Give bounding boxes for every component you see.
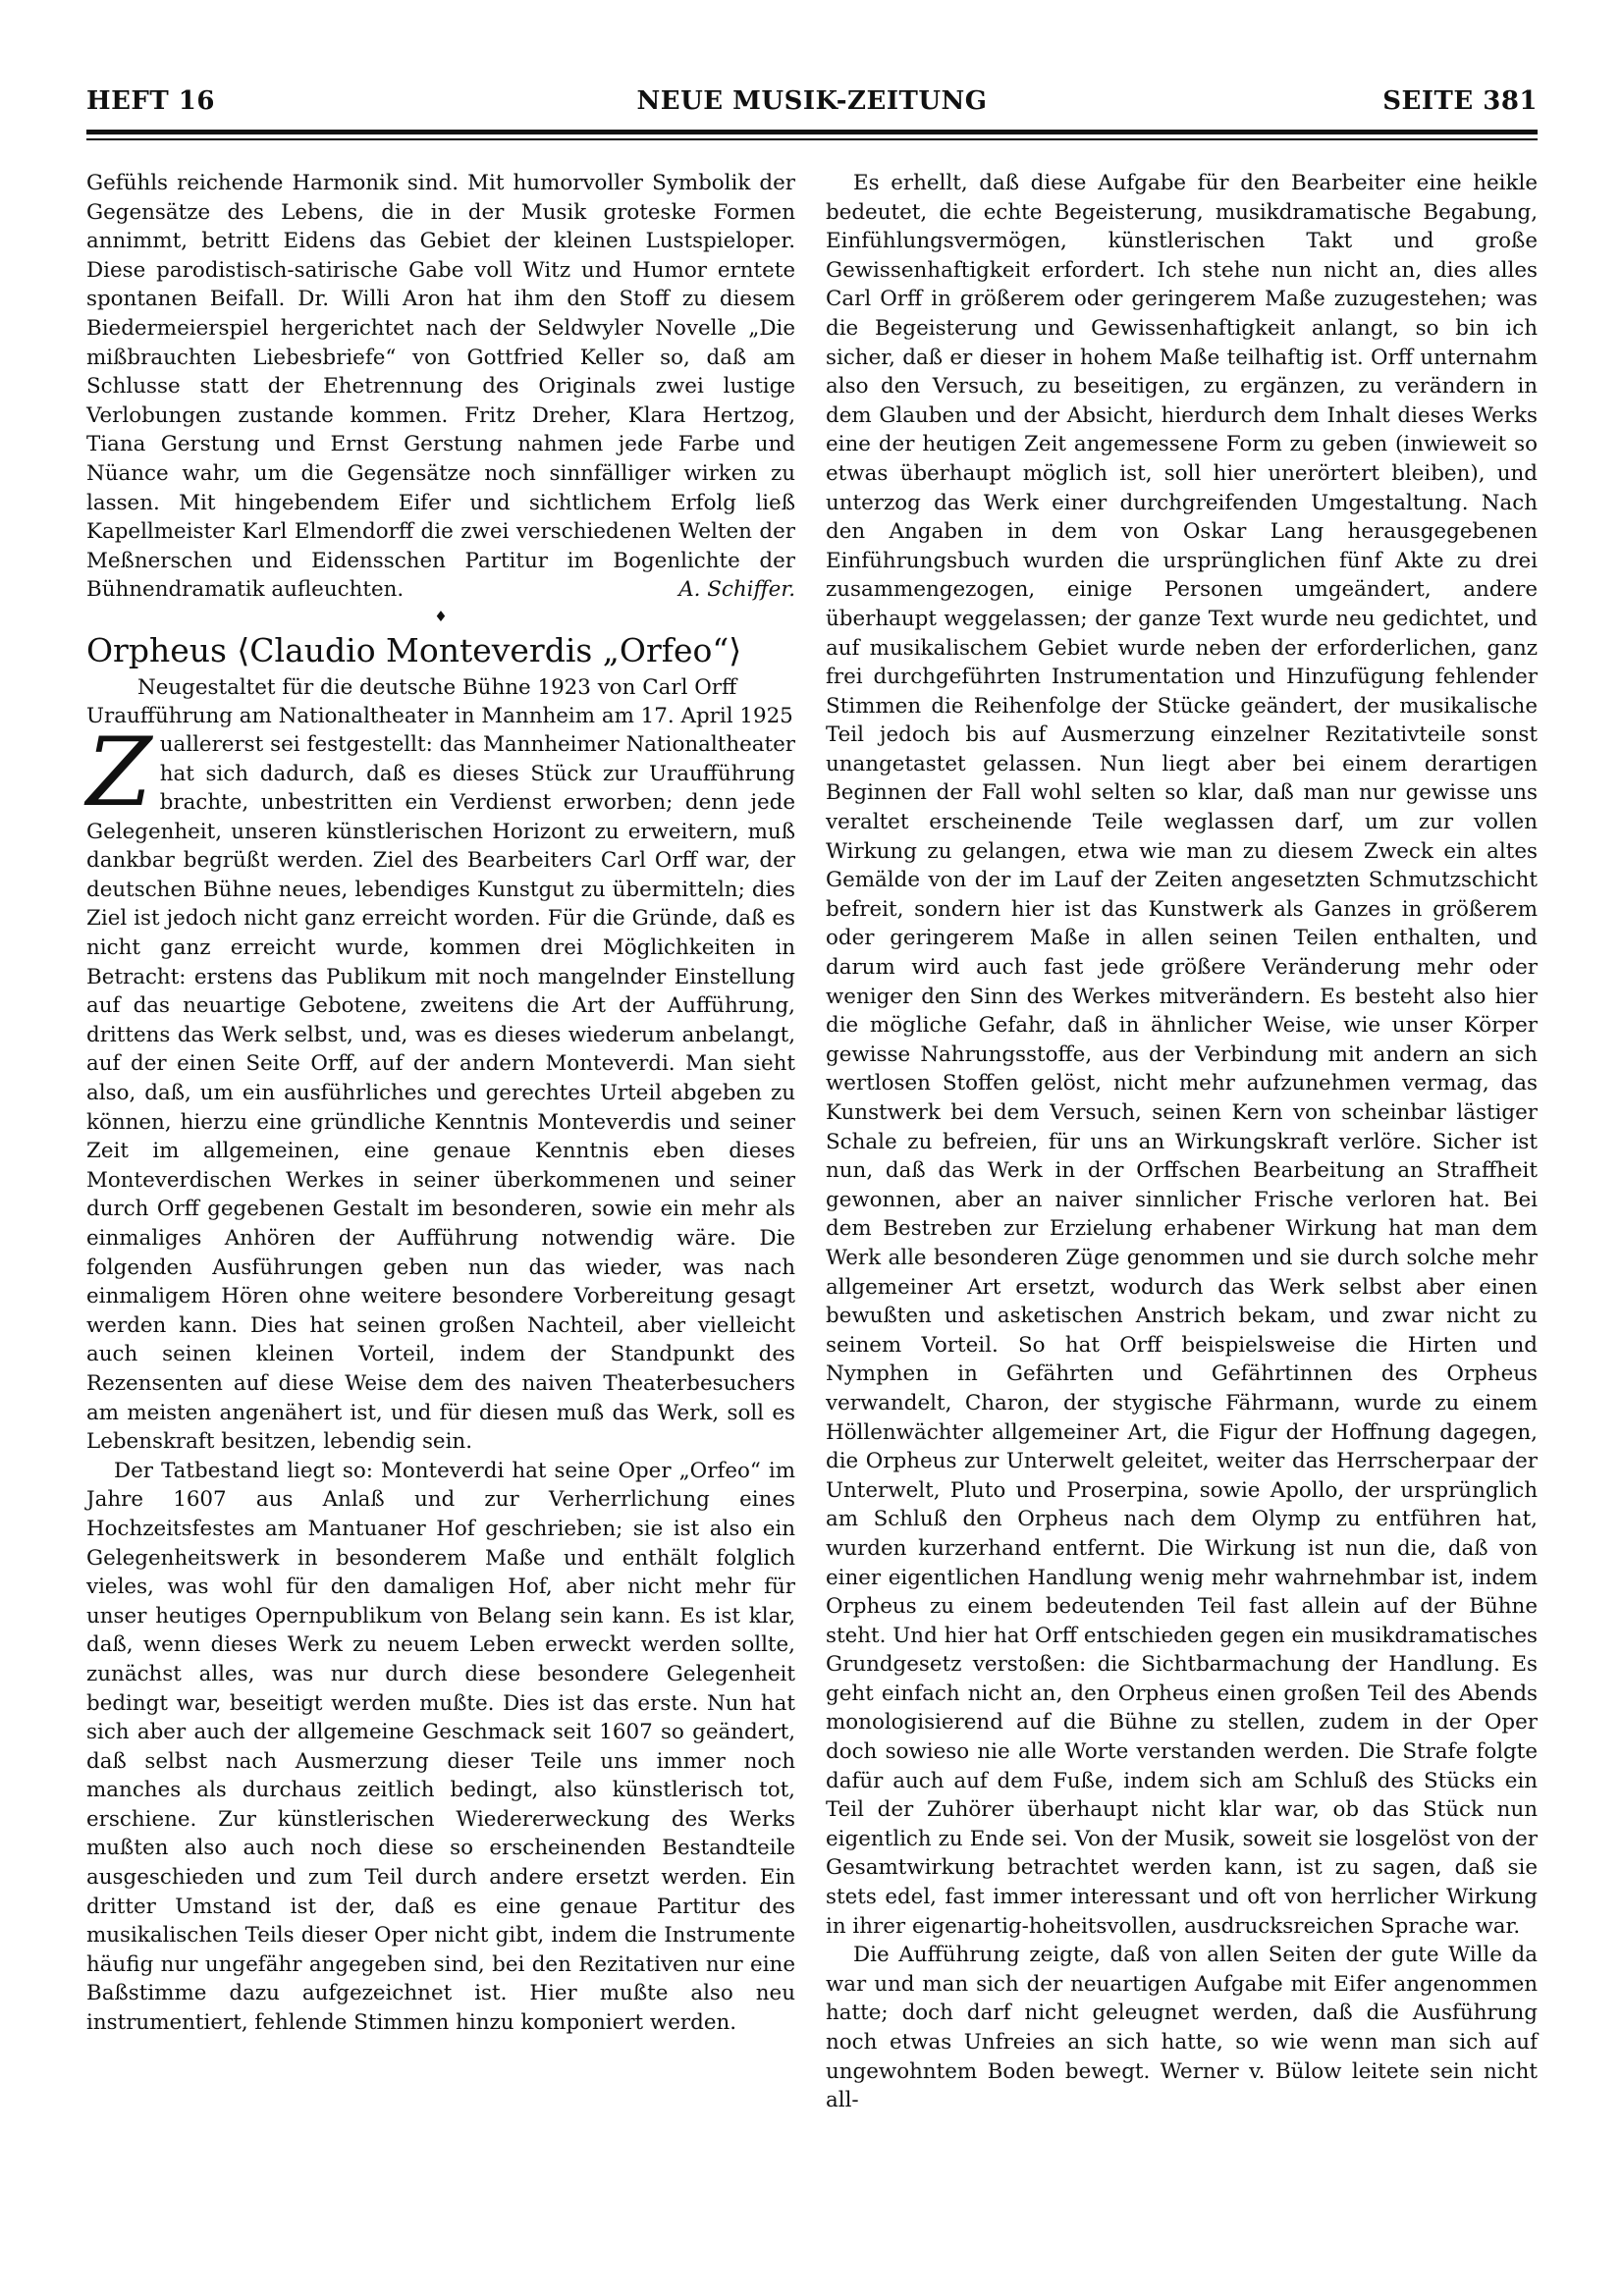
header-rule-thick (86, 130, 1538, 134)
section-ornament: ♦ (434, 607, 448, 625)
paragraph-1-text: uallererst sei festgestellt: das Mannheimer Nationaltheater hat sich dadurch, daß es dieses Stück zur Uraufführung brachte, unbestritten ein Verdienst erworben; denn jede Gelegenheit, unseren künstlerischen Horizont zu erweitern, muß dankbar begrüßt werden. Ziel des Bearbeiters Carl Orff war, der deutschen Bühne neues, lebendiges Kunstgut zu übermitteln; dies Ziel ist jedoch nicht ganz erreicht worden. Für die Gründe, daß es nicht ganz erreicht wurde, kommen drei Möglichkeiten in Betracht: erstens das Publikum mit noch mangelnder Einstellung auf das neuartige Gebotene, zweitens die Art der Aufführung, drittens das Werk selbst, und, was es dieses wiederum anbelangt, auf der einen Seite Orff, auf der andern Monteverdi. Man sieht also, daß, um ein ausführliches und gerechtes Urteil abgeben zu können, hierzu eine gründliche Kenntnis Monteverdis und seiner Zeit im allgemeinen, eine genaue Kenntnis eben dieses Monteverdischen Werkes in seiner überkommenen und seiner durch Orff gegebenen Gestalt im besonderen, sowie ein mehr als einmaliges Anhören der Aufführung notwendig wäre. Die folgenden Ausführungen geben nun das wieder, was nach einmaligem Hören ohne weitere besondere Vorbereitung gesagt werden kann. Dies hat seinen großen Nachteil, aber vielleicht auch seinen kleinen Vorteil, indem der Standpunkt des Rezensenten auf diese Weise dem des naiven Theaterbesuchers am meisten angenähert ist, und für diesen muß das Werk, soll es Lebenskraft besitzen, lebendig sein. (86, 731, 795, 1455)
article-paragraph-1 (86, 717, 795, 1457)
article-paragraph-3: Es erhellt, daß diese Aufgabe für den Bearbeiter eine heikle bedeutet, die echte Begeisterung, musikdramatische Begabung, Einfühlungsvermögen, künstlerischen Takt und große Gewissenhaftigkeit erfordert. Ich stehe nun nicht an, dies alles Carl Orff in größerem oder geringerem Maße zuzugestehen; was die Begeisterung und Gewissenhaftigkeit anlangt, so bin ich sicher, daß er dieser in hohem Maße teilhaftig ist. Orff unternahm also den Versuch, zu beseitigen, zu ergänzen, zu verändern in dem Glauben und der Absicht, hierdurch dem Inhalt dieses Werks eine der heutigen Zeit angemessene Form zu geben (inwieweit so etwas überhaupt möglich ist, soll hier unerörtert bleiben), und unterzog das Werk einer durchgreifenden Umgestaltung. Nach den Angaben in dem von Oskar Lang herausgegebenen Einführungsbuch wurden die ursprünglichen fünf Akte zu drei zusammengezogen, einige Personen umgeändert, andere überhaupt weggelassen; der ganze Text wurde neu gedichtet, und auf musikalischem Gebiet wurde neben der erforderlichen, ganz frei durchgeführten Instrumentation und Hinzufügung fehlender Stimmen die Reihenfolge der Stücke geändert, der musikalische Teil jedoch bis auf Ausmerzung einzelner Rezitativteile sonst unangetastet gelassen. Nun liegt aber bei einem derartigen Beginnen der Fall wohl selten so klar, daß man nur gewisse uns veraltet erscheinende Teile weglassen darf, um zur vollen Wirkung zu gelangen, etwa wie man zu diesem Zweck ein altes Gemälde von der im Lauf der Zeiten angesetzten Schmutzschicht befreit, sondern hier ist das Kunstwerk als Ganzes in größerem oder geringerem Maße in allen seinen Teilen enthalten, und darum wird auch fast jede größere Veränderung mehr oder weniger den Sinn des Werkes mitverändern. Es besteht also hier die mögliche Gefahr, daß in ähnlicher Weise, wie unser Körper gewisse Nahrungsstoffe, aus der Verbindung mit andern an sich wertlosen Stoffen gelöst, nicht mehr aufzunehmen vermag, das Kunstwerk bei dem Versuch, seinen Kern von scheinbar lästiger Schale zu befreien, für uns an Wirkungskraft verlöre. Sicher ist nun, daß das Werk in der Orffschen Bearbeitung an Straffheit gewonnen, aber an naiver sinnlicher Frische verloren hat. Bei dem Bestreben zur Erzielung erhabener Wirkung hat man dem Werk alle besonderen Züge genommen und sie durch solche mehr allgemeiner Art ersetzt, wodurch das Werk selbst aber einen bewußten und asketischen Anstrich bekam, und zwar nicht zu seinem Vorteil. So hat Orff beispielsweise die Hirten und Nymphen in Gefährten und Gefährtinnen des Orpheus verwandelt, Charon, der stygische Fährmann, wurde zu einem Höllenwächter allgemeiner Art, die Figur der Hoffnung dagegen, die Orpheus zur Unterwelt geleitet, weiter das Herrscherpaar der Unterwelt, Pluto und Proserpina, sowie Apollo, der ursprünglich am Schluß den Orpheus nach dem Olymp zu entführen hat, wurden kurzerhand entfernt. Die Wirkung ist nun die, daß von einer eigentlichen Handlung wenig mehr wahrnehmbar ist, indem Orpheus zu einem bedeutenden Teil fast allein auf der Bühne steht. Und hier hat Orff entschieden gegen ein musikdramatisches Grundgesetz verstoßen: die Sichtbarmachung der Handlung. Es geht einfach nicht an, den Orpheus einen großen Teil des Abends monologisierend auf die Bühne zu stellen, zudem in der Oper doch sowieso nie alle Worte verstanden werden. Die Strafe folgte dafür auch auf dem Fuße, indem sich am Schluß des Stücks ein Teil der Zuhörer überhaupt nicht klar war, ob das Stück nun eigentlich zu Ende sei. Von der Musik, soweit sie losgelöst von der Gesamtwirkung betrachtet werden kann, ist zu sagen, daß sie stets edel, fast immer interessant und oft von herrlicher Wirkung in ihrer eigenartig-hoheitsvollen, ausdrucksreichen Sprache war. (826, 171, 1538, 1939)
issue-number: HEFT 16 (86, 86, 215, 116)
article-title: Orpheus ⟨Claudio Monteverdis „Orfeo“⟩ (86, 630, 742, 669)
review-signature: A. Schiffer. (678, 577, 795, 603)
running-header (86, 86, 1538, 126)
drop-cap: Z (86, 717, 152, 828)
article-paragraph-4: Die Aufführung zeigte, daß von allen Seiten der gute Wille da war und man sich der neuartigen Aufgabe mit Eifer angenommen hatte; doch darf nicht geleugnet werden, daß die Ausführung noch etwas Unfreies an sich hatte, so wie wenn man sich auf ungewohntem Boden bewegt. Werner v. Bülow leitete sein nicht all- (826, 1943, 1538, 2113)
page-number: SEITE 381 (1382, 86, 1538, 116)
journal-title: NEUE MUSIK-ZEITUNG (636, 86, 988, 116)
header-rule-thin (86, 138, 1538, 140)
review-end-paragraph (86, 169, 795, 605)
article-subtitle: Neugestaltet für die deutsche Bühne 1923 von Carl Orff (137, 674, 737, 700)
review-end-text: Gefühls reichende Harmonik sind. Mit humorvoller Symbolik der Gegensätze des Lebens, die in der Musik groteske Formen annimmt, betritt Eidens das Gebiet der kleinen Lustspieloper. Diese parodistisch-satirische Gabe voll Witz und Humor erntete spontanen Beifall. Dr. Willi Aron hat ihm den Stoff zu diesem Biedermeierspiel hergerichtet nach der Seldwyler Novelle „Die mißbrauchten Liebesbriefe“ von Gottfried Keller so, daß am Schlusse statt der Ehetrennung des Originals zwei lustige Verlobungen zustande kommen. Fritz Dreher, Klara Hertzog, Tiana Gerstung und Ernst Gerstung nahmen jede Farbe und Nüance wahr, um die Gegensätze noch sinnfälliger wirken zu lassen. Mit hingebendem Eifer und sichtlichem Erfolg ließ Kapellmeister Karl Elmendorff die zwei verschiedenen Welten der Meßnerschen und Eidensschen Partitur im Bogenlichte der Bühnendramatik aufleuchten. (86, 171, 795, 603)
premiere-line: Uraufführung am Nationaltheater in Mannheim am 17. April 1925 (86, 703, 793, 728)
left-column (86, 169, 795, 2038)
article-paragraph-2: Der Tatbestand liegt so: Monteverdi hat seine Oper „Orfeo“ im Jahre 1607 aus Anlaß und zur Verherrlichung eines Hochzeitsfestes am Mantuaner Hof geschrieben; sie ist also ein Gelegenheitswerk in besonderem Maße und enthält folglich vieles, was wohl für den damaligen Hof, aber nicht mehr für unser heutiges Opernpublikum von Belang sein kann. Es ist klar, daß, wenn dieses Werk zu neuem Leben erweckt werden sollte, zunächst alles, was nur durch diese besondere Gelegenheit bedingt war, beseitigt werden mußte. Dies ist das erste. Nun hat sich aber auch der allgemeine Geschmack seit 1607 so geändert, daß selbst nach Ausmerzung dieser Teile uns immer noch manches als durchaus zeitlich bedingt, also künstlerisch tot, erschiene. Zur künstlerischen Wiedererweckung des Werks mußten also auch noch diese so erscheinenden Bestandteile ausgeschieden und zum Teil durch andere ersetzt werden. Ein dritter Umstand ist der, daß es eine genaue Partitur des musikalischen Teils dieser Oper nicht gibt, indem die Instrumente häufig nur ungefähr angegeben sind, bei den Rezitativen nur eine Baßstimme dazu aufgezeichnet ist. Hier mußte also neu instrumentiert, fehlende Stimmen hinzu komponiert werden. (86, 1458, 795, 2036)
right-column (826, 169, 1538, 2115)
